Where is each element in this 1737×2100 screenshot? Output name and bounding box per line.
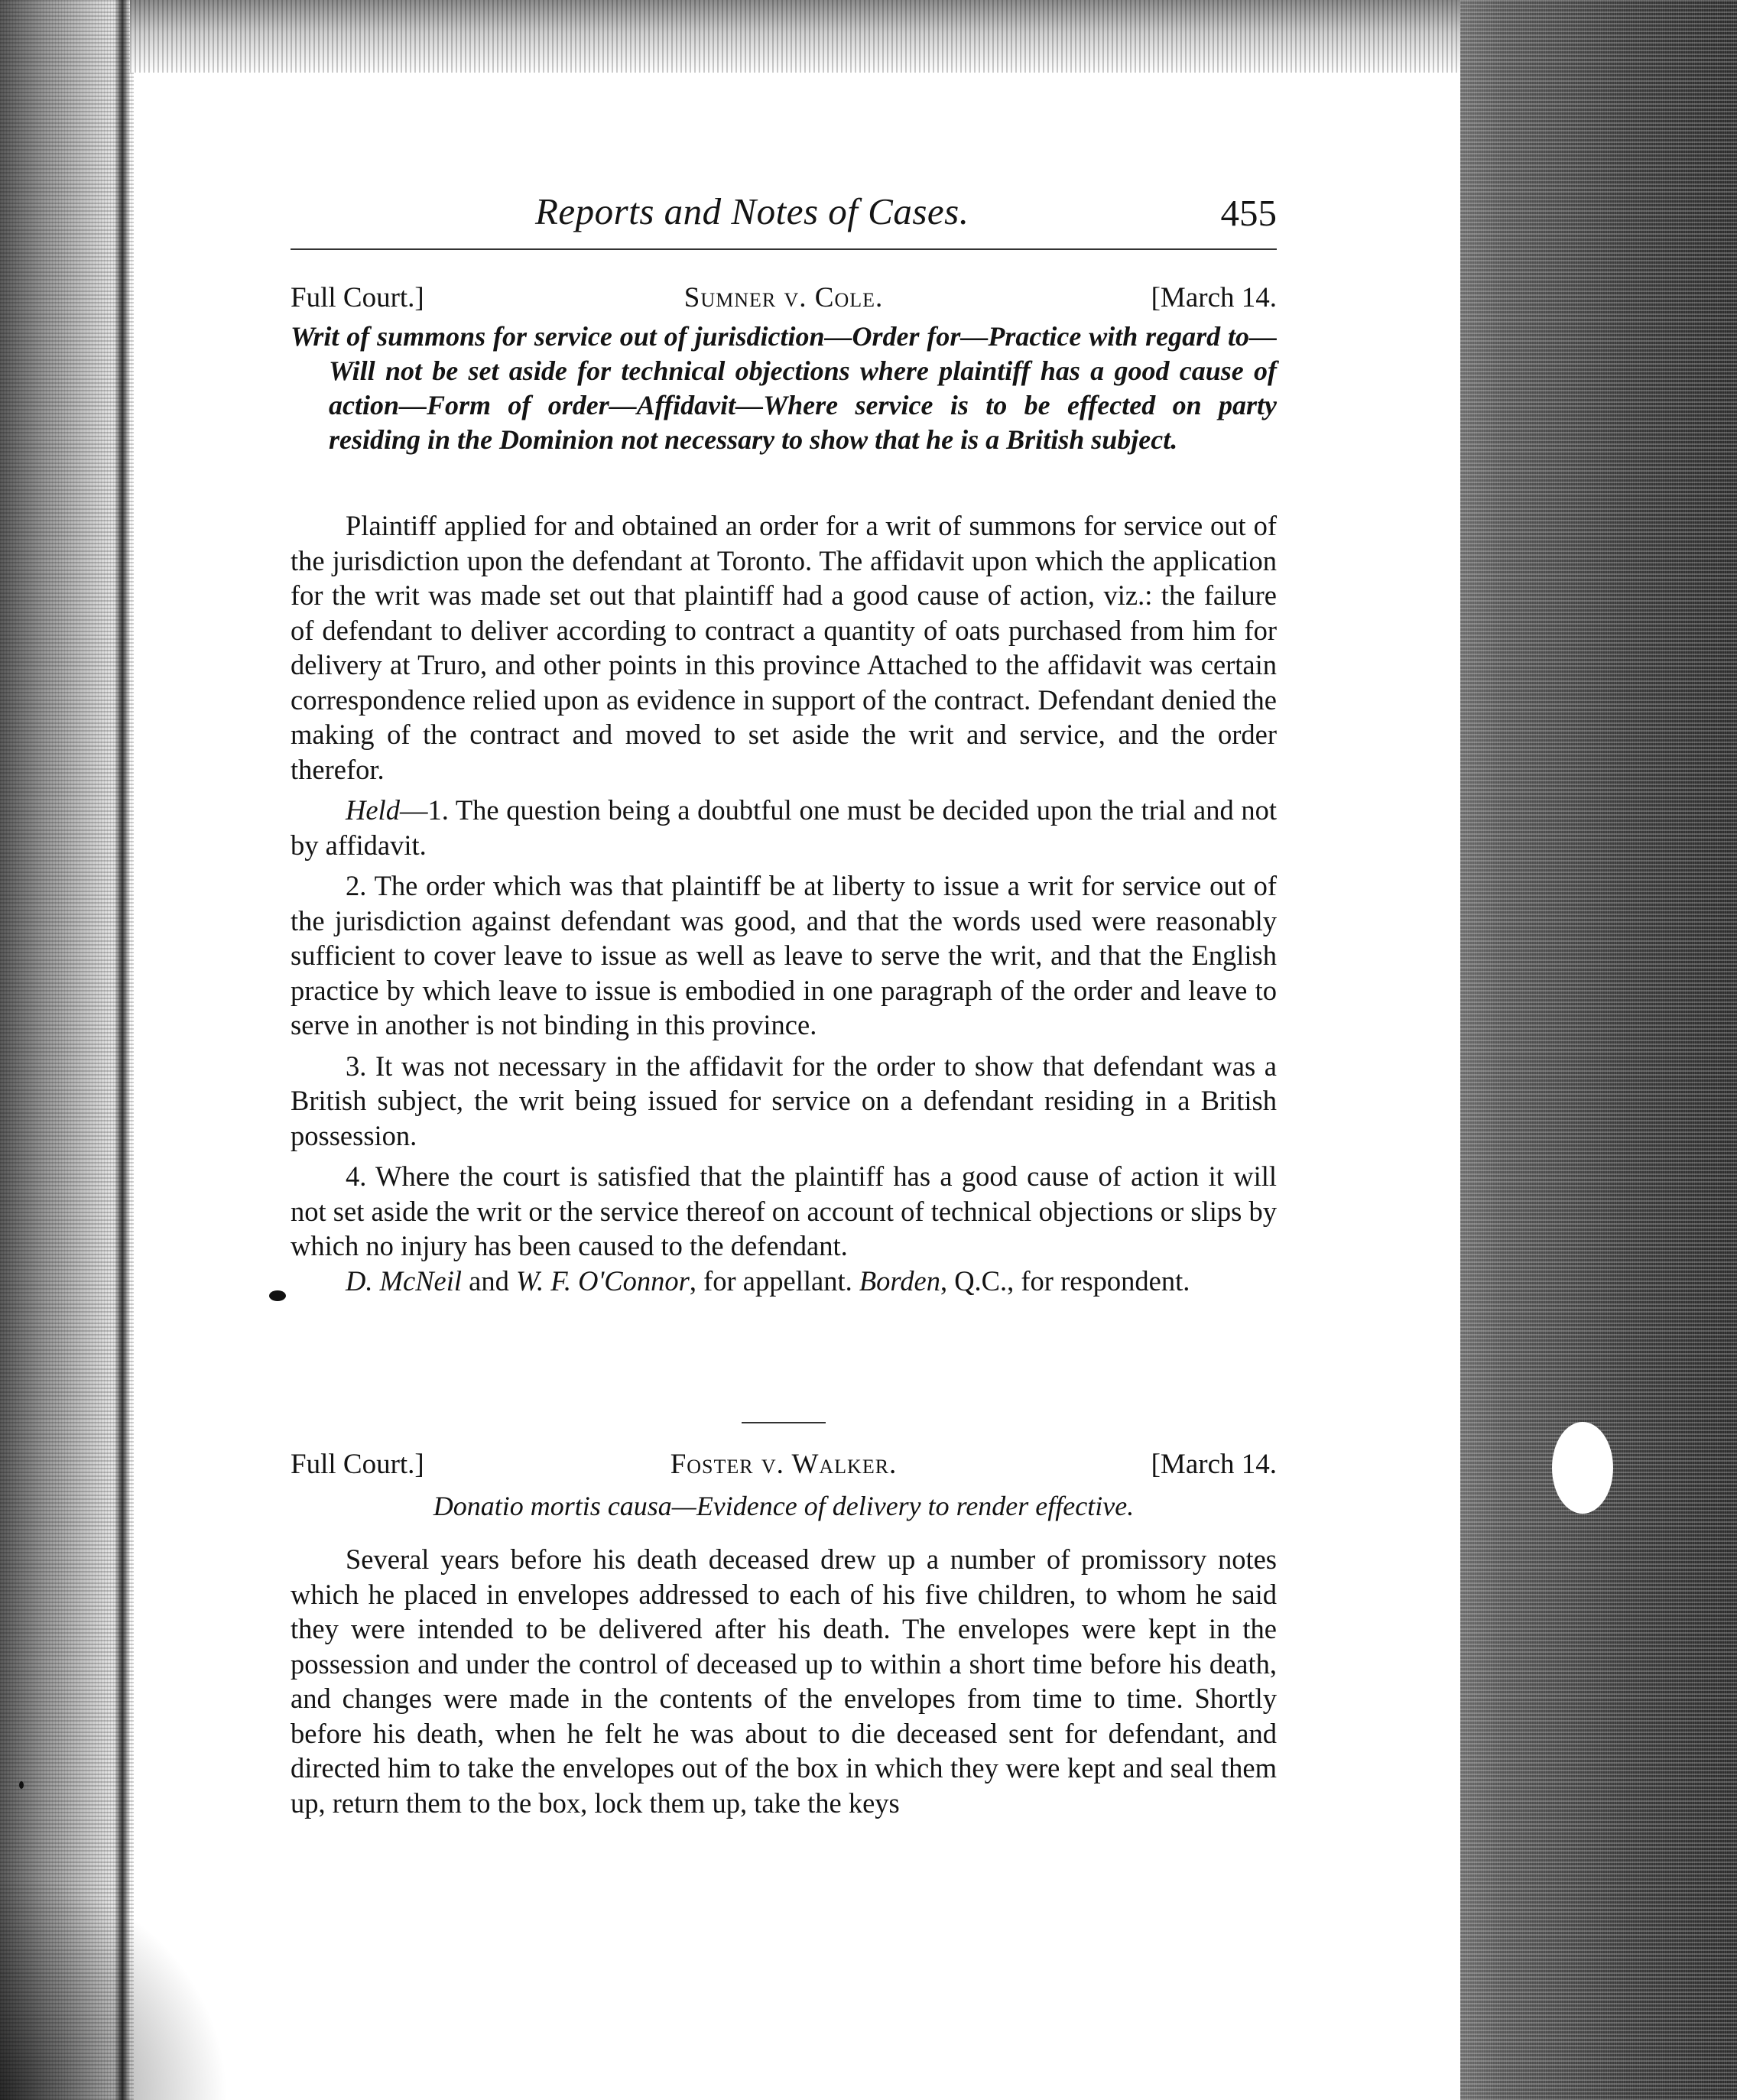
header-rule xyxy=(291,248,1277,250)
counsel-name: W. F. O'Connor xyxy=(516,1264,690,1297)
paragraph-held-4: 4. Where the court is satisfied that the plaintiff has a good cause of action it will not set aside the writ or the service thereof on account of technical objections or slips by which no injury has been caused to the defendant. xyxy=(291,1160,1277,1261)
paragraph-held-2: 2. The order which was that plaintiff be at liberty to issue a writ for service out of the jurisdiction against defendant was good, and that the words used were reasonably sufficient to cover leave to issue as well as leave to serve the writ, and that the English practice by which leave to issue is embodied in one paragraph of the order and leave to serve in another is not binding in this province. xyxy=(291,870,1277,1040)
counsel-joiner: and xyxy=(462,1264,516,1297)
scan-edge-highlight xyxy=(1552,1422,1613,1514)
held-1-text: —1. The question being a doubtful one must be decided upon the trial and not by affidavit. xyxy=(291,794,1277,861)
running-title: Reports and Notes of Cases. xyxy=(535,190,969,232)
case-heading-foster xyxy=(291,1448,1277,1491)
court-label: Full Court.] xyxy=(291,1449,424,1480)
paragraph-counsel xyxy=(291,1264,1277,1299)
ink-speck xyxy=(19,1781,24,1789)
headnote-sumner: Writ of summons for service out of jurisdiction—Order for—Practice with regard to—Will not be set aside for technical objections where plaintiff has a good cause of action—Form of order—Affidavit—Where service is to be effected on party residing in the Dominion not necessary to show that he is a British subject. xyxy=(291,321,1277,455)
ink-speck xyxy=(269,1290,286,1301)
running-head xyxy=(291,190,1277,251)
page-number: 455 xyxy=(1220,192,1277,234)
court-label: Full Court.] xyxy=(291,282,424,313)
case-name: Sumner v. Cole. xyxy=(683,282,884,313)
case-body-foster xyxy=(291,1542,1277,1820)
scan-edge-right xyxy=(1460,0,1737,2100)
counsel-name: D. McNeil xyxy=(346,1264,463,1297)
counsel-role: , for appellant. xyxy=(689,1264,859,1297)
case-body-sumner xyxy=(291,508,1277,1298)
case-date: [March 14. xyxy=(1151,282,1277,313)
held-label: Held xyxy=(346,794,400,826)
book-page xyxy=(291,0,1277,2100)
counsel-role: , Q.C., for respondent. xyxy=(940,1264,1190,1297)
paragraph-held-3: 3. It was not necessary in the affidavit for the order to show that defendant was a British subject, the writ being issued for service on a defendant residing in a British possession. xyxy=(291,1050,1277,1151)
paragraph-facts: Plaintiff applied for and obtained an order for a writ of summons for service out of the jurisdiction upon the defendant at Toronto. The affidavit upon which the application for the writ was made set out that plaintiff had a good cause of action, viz.: the failure of defendant to deliver according to contract a quantity of oats purchased from him for delivery at Truro, and other points in this province Attached to the affidavit was certain correspondence relied upon as evidence in support of the contract. Defendant denied the making of the contract and moved to set aside the writ and service, and the order therefor. xyxy=(291,510,1277,785)
headnote-foster: Donatio mortis causa—Evidence of delivery to render effective. xyxy=(433,1491,1135,1521)
case-date: [March 14. xyxy=(1151,1449,1277,1480)
case-name: Foster v. Walker. xyxy=(670,1449,898,1480)
book-gutter-shadow xyxy=(115,0,130,2100)
scan-edge-bottom-left xyxy=(0,1873,229,2100)
case-heading-sumner xyxy=(291,281,1277,324)
paragraph-held-1 xyxy=(291,793,1277,862)
counsel-name: Borden xyxy=(859,1264,940,1297)
case-divider xyxy=(742,1422,826,1423)
paragraph-facts: Several years before his death deceased drew up a number of promissory notes which he placed in envelopes addressed to each of his five children, to whom he said they were intended to be delivered after his death. The envelopes were kept in the possession and under the control of deceased up to within a short time before his death, and changes were made in the contents of the envelopes from time to time. Shortly before his death, when he felt he was about to die deceased sent for defendant, and directed him to take the envelopes out of the box in which they were kept and seal them up, return them to the box, lock them up, take the keys xyxy=(291,1543,1277,1819)
